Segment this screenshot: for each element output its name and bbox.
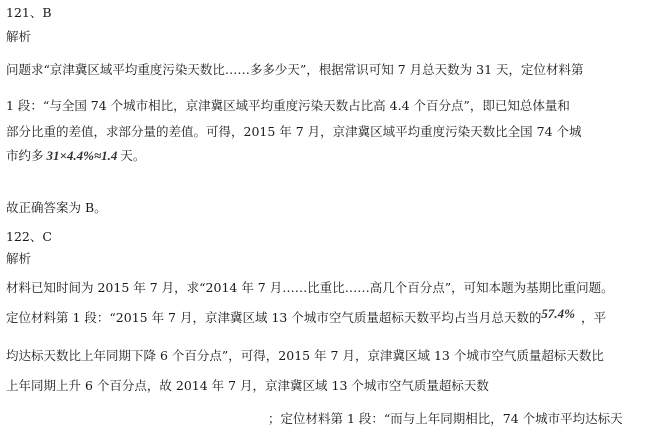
question-122-p2-suffix: ，平 (580, 310, 606, 325)
question-121-number: 121、B (6, 5, 52, 20)
question-122-paragraph-2 (6, 306, 606, 327)
question-122-paragraph-5: ；定位材料第 1 段：“而与上年同期相比，74 个城市平均达标天 (268, 411, 623, 426)
question-122-number: 122、C (6, 229, 52, 244)
question-121-p4-suffix: 天。 (120, 148, 146, 163)
question-121-answer: 故正确答案为 B。 (6, 200, 107, 215)
percentage-value: 57.4% (541, 306, 575, 321)
question-121-paragraph-1: 问题求“京津冀区域平均重度污染天数比……多多少天”，根据常识可知 7 月总天数为 31 天，定位材料第 (6, 62, 584, 77)
question-122-paragraph-3: 均达标天数比上年同期下降 6 个百分点”，可得，2015 年 7 月，京津冀区域 13 个城市空气质量超标天数比 (6, 348, 604, 363)
formula: 31×4.4%≈1.4 (46, 148, 118, 163)
question-122-analysis-label: 解析 (6, 251, 32, 266)
question-121-paragraph-4 (6, 147, 145, 165)
question-122-paragraph-4: 上年同期上升 6 个百分点，故 2014 年 7 月，京津冀区域 13 个城市空气质量超标天数 (6, 378, 489, 393)
question-122-paragraph-1: 材料已知时间为 2015 年 7 月，求“2014 年 7 月……比重比……高几个百分点”，可知本题为基期比重问题。 (6, 280, 614, 295)
question-121-paragraph-2: 1 段：“与全国 74 个城市相比，京津冀区域平均重度污染天数占比高 4.4 个百分点”，即已知总体量和 (6, 98, 570, 113)
question-121-analysis-label: 解析 (6, 29, 32, 44)
question-121-paragraph-3: 部分比重的差值，求部分量的差值。可得，2015 年 7 月，京津冀区域平均重度污染天数比全国 74 个城 (6, 124, 582, 139)
question-122-p2-prefix: 定位材料第 1 段：“2015 年 7 月，京津冀区域 13 个城市空气质量超标天数平均占当月总天数的 (6, 310, 542, 325)
question-121-p4-prefix: 市约多 (6, 148, 44, 163)
